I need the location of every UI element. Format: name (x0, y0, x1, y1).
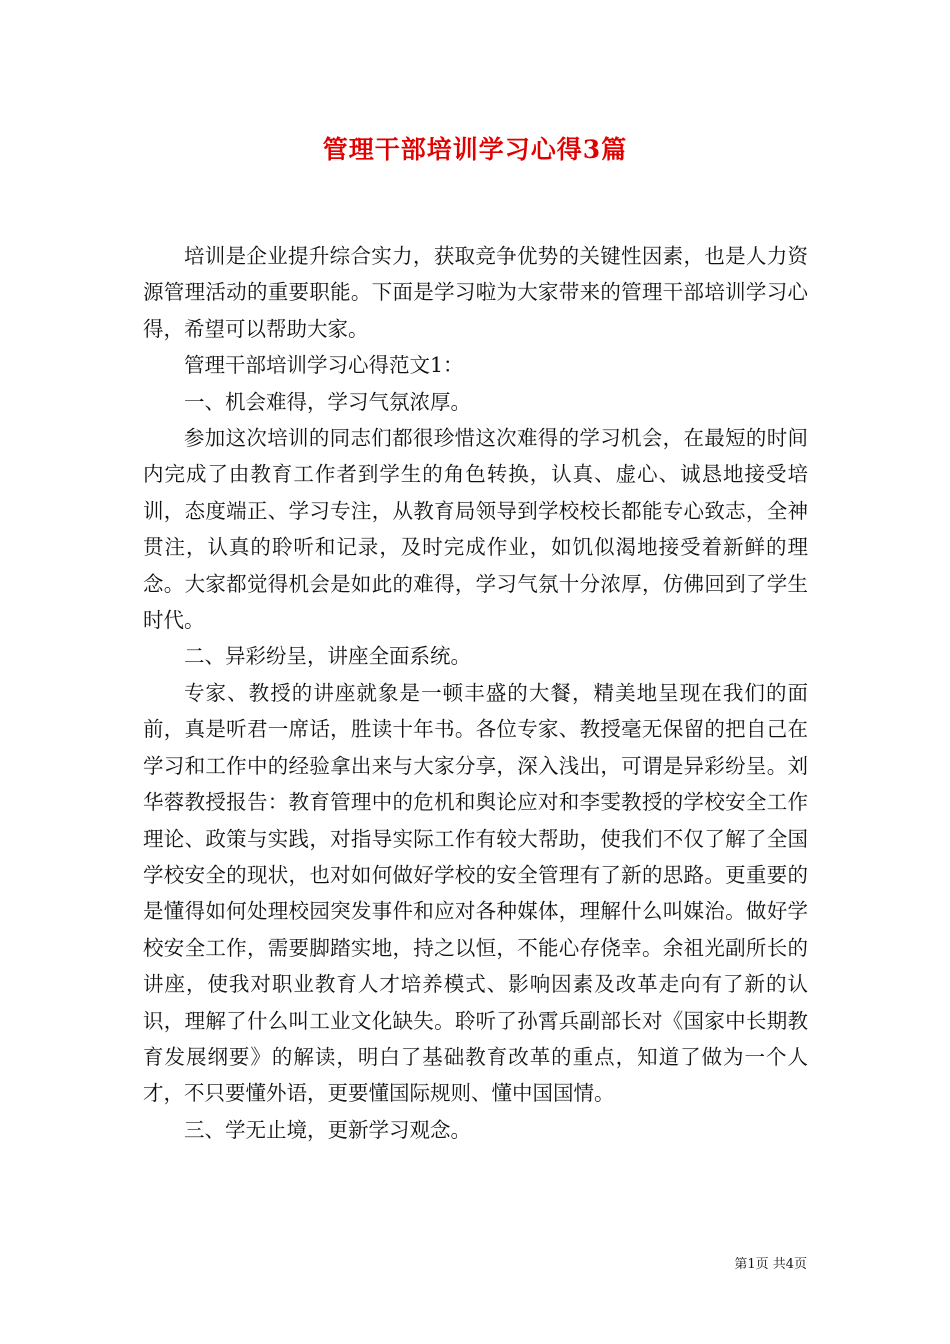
subheading-3: 三、学无止境，更新学习观念。 (184, 1117, 471, 1142)
paragraph-intro: 培训是企业提升综合实力，获取竞争优势的关键性因素，也是人力资源管理活动的重要职能。下面是学习啦为大家带来的管理干部培训学习心得，希望可以帮助大家。 (143, 244, 808, 341)
paragraph-1: 参加这次培训的同志们都很珍惜这次难得的学习机会，在最短的时间内完成了由教育工作者到学生的角色转换，认真、虚心、诚恳地接受培训，态度端正、学习专注，从教育局领导到学校校长都能专心致志，全神贯注，认真的聆听和记录，及时完成作业，如饥似渴地接受着新鲜的理念。大家都觉得机会是如此的难得，学习气氛十分浓厚，仿佛回到了学生时代。 (143, 426, 808, 633)
subheading-1: 一、机会难得，学习气氛浓厚。 (184, 389, 471, 414)
subheading-2: 二、异彩纷呈，讲座全面系统。 (184, 644, 471, 669)
document-body (143, 238, 808, 1148)
section-heading: 管理干部培训学习心得范文1： (184, 353, 464, 378)
page-number: 第1页 共4页 (734, 1257, 807, 1272)
paragraph-2: 专家、教授的讲座就象是一顿丰盛的大餐，精美地呈现在我们的面前，真是听君一席话，胜读十年书。各位专家、教授毫无保留的把自己在学习和工作中的经验拿出来与大家分享，深入浅出，可谓是异彩纷呈。刘华蓉教授报告：教育管理中的危机和舆论应对和李雯教授的学校安全工作理论、政策与实践，对指导实际工作有较大帮助，使我们不仅了解了全国学校安全的现状，也对如何做好学校的安全管理有了新的思路。更重要的是懂得如何处理校园突发事件和应对各种媒体，理解什么叫媒治。做好学校安全工作，需要脚踏实地，持之以恒，不能心存侥幸。余祖光副所长的讲座，使我对职业教育人才培养模式、影响因素及改革走向有了新的认识，理解了什么叫工业文化缺失。聆听了孙霄兵副部长对《国家中长期教育发展纲要》的解读，明白了基础教育改革的重点，知道了做为一个人才，不只要懂外语，更要懂国际规则、懂中国国情。 (143, 680, 808, 1106)
page-title: 管理干部培训学习心得3篇 (322, 135, 628, 164)
